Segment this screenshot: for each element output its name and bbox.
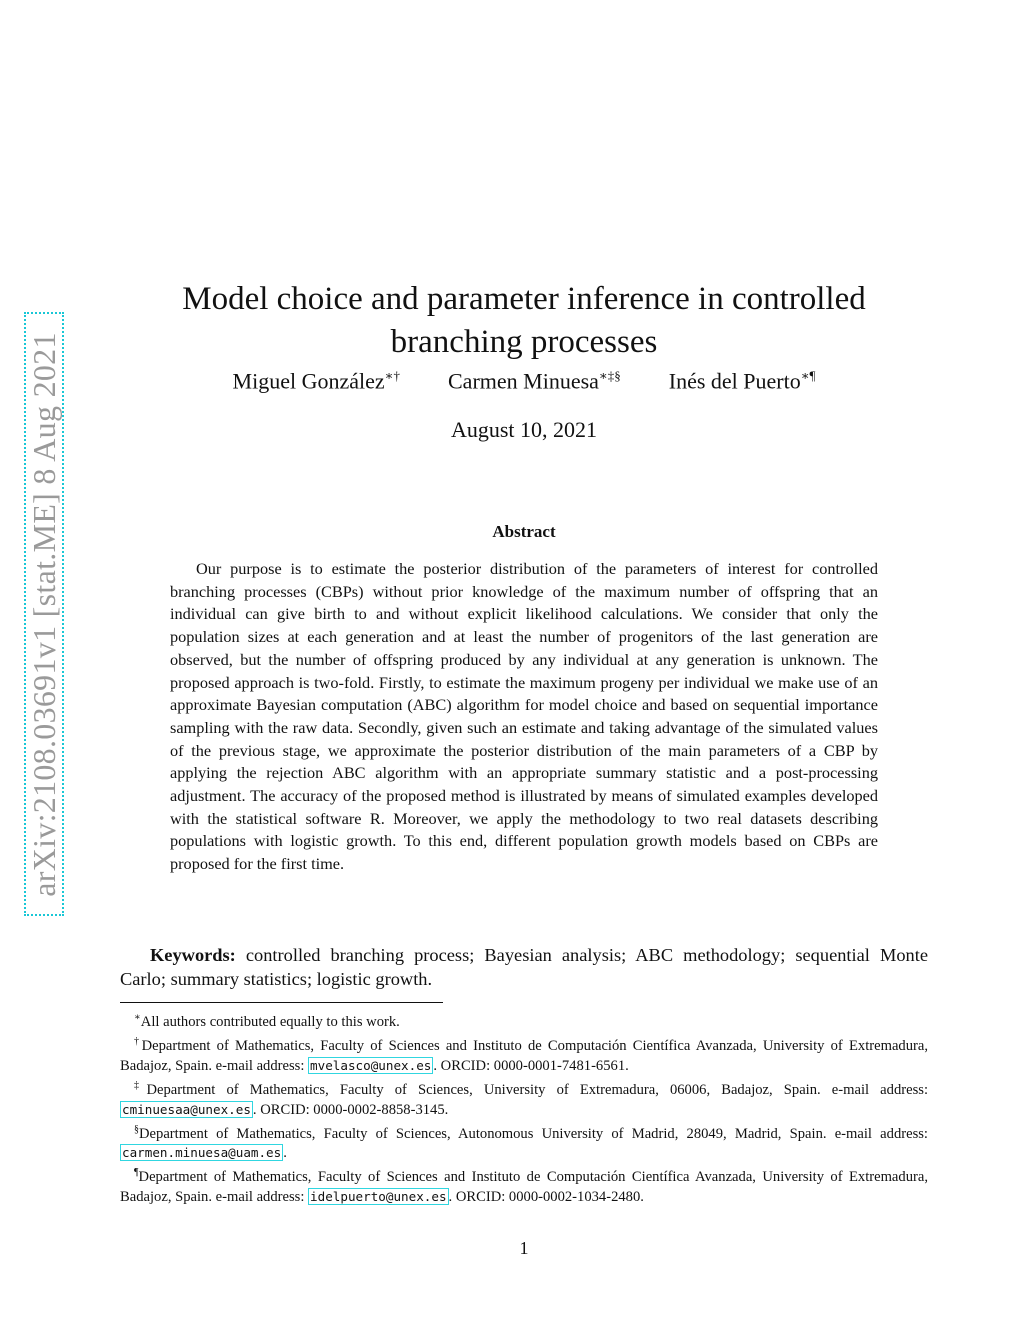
author-list [120, 368, 928, 394]
footnote-mark: ¶ [134, 1167, 139, 1179]
arxiv-stamp [24, 312, 64, 916]
footnote: ¶Department of Mathematics, Faculty of Sciences and Instituto de Computación Científica Avanzada, University of Extremadura, Badajoz, Spain. e-mail address: idelpuerto@unex.es . ORCID: 0000-0002-1034-2480. [120, 1167, 928, 1206]
footnote-mark: ∗ [134, 1012, 141, 1023]
author: Miguel González∗† [232, 368, 400, 394]
footnote: †Department of Mathematics, Faculty of Sciences and Instituto de Computación Científica Avanzada, University of Extremadura, Badajoz, Spain. e-mail address: mvelasco@unex.es . ORCID: 0000-0001-7481-6561. [120, 1035, 929, 1074]
arxiv-id: arXiv:2108.03691v1 [stat.ME] 8 Aug 2021 [25, 331, 62, 897]
email-link[interactable]: idelpuerto@unex.es [310, 1189, 447, 1205]
footnote-mark: § [134, 1123, 139, 1135]
author-marks: ∗‡§ [598, 368, 621, 383]
author-marks: ∗¶ [800, 368, 816, 383]
author: Carmen Minuesa∗‡§ [448, 368, 621, 394]
footnote: ‡Department of Mathematics, Faculty of Sciences, University of Extremadura, 06006, Badajoz, Spain. e-mail address: cminuesaa@unex.es . ORCID: 0000-0002-8858-3145. [122, 1079, 928, 1118]
footnote: §Department of Mathematics, Faculty of Sciences, Autonomous University of Madrid, 28049, Madrid, Spain. e-mail address: carmen.minuesa@uam.es . [122, 1123, 928, 1162]
keywords-label: Keywords: [150, 945, 236, 965]
keywords-text: controlled branching process; Bayesian analysis; ABC methodology; sequential Monte Carlo; summary statistics; logistic growth. [120, 945, 928, 989]
publication-date: August 10, 2021 [450, 417, 598, 442]
email-link[interactable]: carmen.minuesa@uam.es [122, 1145, 282, 1161]
abstract-text: Our purpose is to estimate the posterior distribution of the parameters of interest for controlled branching processes (CBPs) without prior knowledge of the maximum number of offspring that an individual can give birth to and without explicit likelihood calculations. We consider that only the population sizes at each generation and at least the number of progenitors of the last generation are observed, but the number of offspring produced by any individual at any generation is unknown. The proposed approach is two-fold. Firstly, to estimate the maximum progeny per individual we make use of an approximate Bayesian computation (ABC) algorithm for model choice and based on sequential importance sampling with the raw data. Secondly, given such an estimate and taking advantage of the simulated values of the previous stage, we approximate the posterior distribution of the main parameters of a CBP by applying the rejection ABC algorithm with an appropriate summary statistic and a post-processing adjustment. The accuracy of the proposed method is illustrated by means of simulated examples developed with the statistical software R. Moreover, we apply the methodology to two real datasets describing populations with logistic growth. To this end, different population growth models based on CBPs are proposed for the first time. [170, 559, 878, 874]
author-marks: ∗† [384, 368, 400, 383]
paper-title: Model choice and parameter inference in controlled branching processes [182, 281, 866, 361]
author: Inés del Puerto∗¶ [668, 368, 816, 394]
page-number: 1 [519, 1238, 529, 1258]
footnote-mark: ‡ [134, 1079, 147, 1091]
keywords [120, 943, 928, 991]
footnotes [120, 1008, 928, 1207]
footnote: ∗All authors contributed equally to this work. [134, 1012, 400, 1030]
footnote-mark: † [134, 1035, 142, 1047]
footnote-rule [120, 1002, 443, 1003]
abstract-heading: Abstract [492, 522, 556, 541]
email-link[interactable]: cminuesaa@unex.es [122, 1101, 251, 1117]
email-link[interactable]: mvelasco@unex.es [310, 1057, 432, 1073]
